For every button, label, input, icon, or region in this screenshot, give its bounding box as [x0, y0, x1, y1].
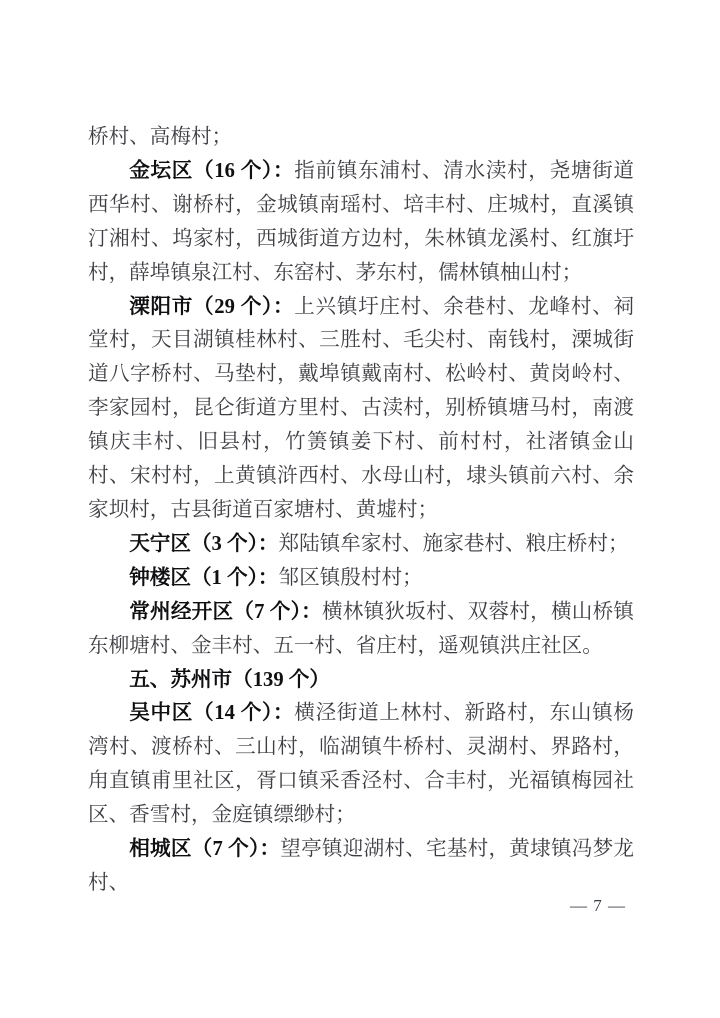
- district-paragraph-tianning: [88, 528, 634, 562]
- district-paragraph-liyang: [88, 291, 634, 528]
- paragraph-continuation: [88, 121, 634, 155]
- district-paragraph-changzhou-jingkaiqu: [88, 596, 634, 664]
- village-list: 指前镇东浦村、清水渎村，尧塘街道西华村、谢桥村，金城镇南瑶村、培丰村、庄城村，直溪镇汀湘村、坞家村，西城街道方边村，朱林镇龙溪村、红旗圩村，薛埠镇泉江村、东窑村、茅东村，儒林镇柚山村；: [88, 159, 634, 284]
- section-heading-suzhou: [88, 664, 634, 698]
- district-name: 钟楼区（1 个）：: [129, 566, 279, 589]
- village-list: 郑陆镇牟家村、施家巷村、粮庄桥村；: [278, 532, 629, 555]
- district-name: 吴中区（14 个）：: [129, 702, 295, 725]
- village-list: 横泾街道上林村、新路村，东山镇杨湾村、渡桥村、三山村，临湖镇牛桥村、灵湖村、界路村，甪直镇甫里社区，胥口镇采香泾村、合丰村，光福镇梅园社区、香雪村，金庭镇缥缈村；: [88, 702, 634, 827]
- district-name: 天宁区（3 个）：: [129, 532, 279, 555]
- district-name: 金坛区（16 个）：: [129, 159, 295, 182]
- document-content: [88, 121, 634, 901]
- village-list: 上兴镇圩庄村、余巷村、龙峰村、祠堂村，天目湖镇桂林村、三胜村、毛尖村、南钱村，溧城街道八字桥村、马垫村，戴埠镇戴南村、松岭村、黄岗岭村、李家园村，昆仑街道方里村、古渎村，别桥镇塘马村，南渡镇庆丰村、旧县村，竹箦镇姜下村、前村村，社渚镇金山村、宋村村，上黄镇浒西村、水母山村，埭头镇前六村、余家坝村，古县街道百家塘村、黄墟村；: [88, 295, 634, 521]
- district-name: 溧阳市（29 个）：: [129, 295, 295, 318]
- district-paragraph-wuzhong: [88, 697, 634, 833]
- village-list: 邹区镇殷村村；: [278, 566, 423, 589]
- section-title: 五、苏州市（139 个）: [129, 668, 330, 691]
- village-list: 桥村、高梅村；: [88, 126, 233, 148]
- village-list: 横林镇狄坂村、双蓉村，横山桥镇东柳塘村、金丰村、五一村、省庄村，遥观镇洪庄社区。: [88, 600, 634, 657]
- village-list: 望亭镇迎湖村、宅基村，黄埭镇冯梦龙村、: [88, 838, 634, 894]
- district-paragraph-jintan: [88, 155, 634, 291]
- page-number: — 7 —: [570, 896, 626, 915]
- district-name: 常州经开区（7 个）：: [129, 600, 322, 623]
- district-paragraph-xiangcheng: [88, 833, 634, 901]
- district-paragraph-zhonglou: [88, 562, 634, 596]
- district-name: 相城区（7 个）：: [129, 838, 281, 861]
